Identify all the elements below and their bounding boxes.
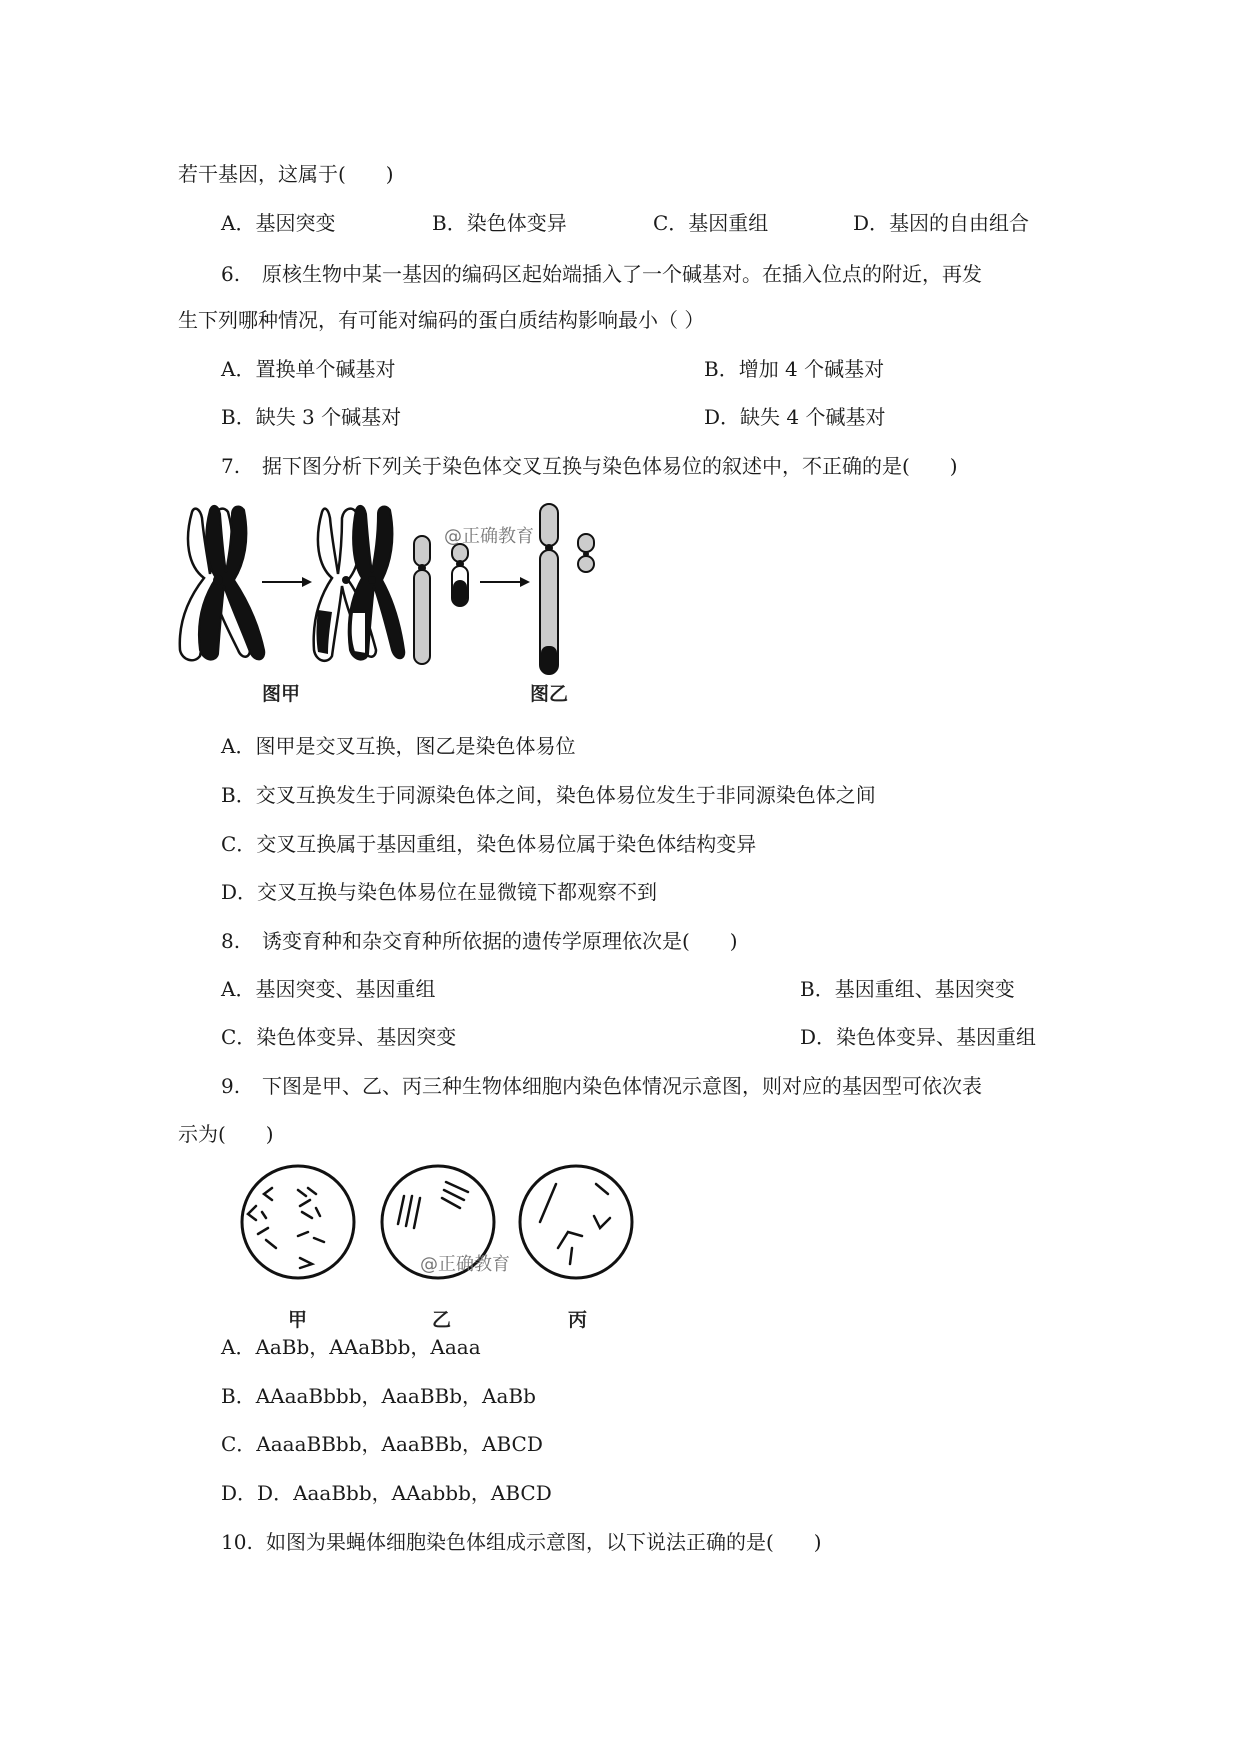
q5-option-b[interactable]: B．染色体变异 [432, 211, 567, 235]
q8-option-a[interactable]: A．基因突变、基因重组 [221, 977, 436, 1001]
q9-option-b[interactable]: B．AAaaBbbb，AaaBBb，AaBb [221, 1384, 536, 1408]
arrow-jia [262, 577, 312, 587]
arrow-yi [480, 577, 530, 587]
q8-number: 8. [221, 929, 241, 953]
q7-option-c[interactable]: C．交叉互换属于基因重组，染色体易位属于染色体结构变异 [221, 832, 757, 856]
q9-option-c[interactable]: C．AaaaBBbb，AaaBBb，ABCD [221, 1432, 543, 1456]
figure-yi-after [540, 504, 594, 674]
q6-option-c[interactable]: B．缺失 3 个碱基对 [221, 405, 402, 429]
q6-option-a[interactable]: A．置换单个碱基对 [221, 357, 396, 381]
q5-option-c[interactable]: C．基因重组 [653, 211, 769, 235]
q5-option-d[interactable]: D．基因的自由组合 [853, 211, 1030, 235]
q9-option-d[interactable]: D．D．AaaBbb，AAabbb，ABCD [221, 1481, 552, 1505]
q7-watermark: @正确教育 [444, 526, 534, 547]
q7-option-b[interactable]: B．交叉互换发生于同源染色体之间，染色体易位发生于非同源染色体之间 [221, 783, 876, 807]
q6-stem-line1: 原核生物中某一基因的编码区起始端插入了一个碱基对。在插入位点的附近，再发 [262, 262, 982, 286]
q9-option-a[interactable]: A．AaBb，AAaBbb，Aaaa [221, 1335, 481, 1359]
figure-yi-before [414, 536, 468, 664]
q7-option-d[interactable]: D．交叉互换与染色体易位在显微镜下都观察不到 [221, 880, 658, 904]
q6-stem-line2: 生下列哪种情况，有可能对编码的蛋白质结构影响最小（ ） [178, 308, 705, 332]
q8-option-c[interactable]: C．染色体变异、基因突变 [221, 1025, 457, 1049]
q10-number: 10. [221, 1530, 253, 1554]
q10-stem: 如图为果蝇体细胞染色体组成示意图，以下说法正确的是( ) [266, 1530, 822, 1554]
q6-number: 6. [221, 262, 241, 286]
label-jia: 甲 [288, 1309, 308, 1331]
cell-jia [242, 1166, 354, 1278]
q7-figure [170, 500, 670, 710]
fig-yi-caption: 图乙 [530, 683, 569, 705]
q9-number: 9. [221, 1074, 241, 1098]
figure-jia-after [314, 506, 405, 661]
q9-watermark: @正确教育 [420, 1254, 510, 1275]
q7-number: 7. [221, 454, 241, 478]
q8-option-d[interactable]: D．染色体变异、基因重组 [800, 1025, 1037, 1049]
q6-option-d[interactable]: D．缺失 4 个碱基对 [704, 405, 886, 429]
q9-stem-line1: 下图是甲、乙、丙三种生物体细胞内染色体情况示意图，则对应的基因型可依次表 [262, 1074, 982, 1098]
q8-option-b[interactable]: B．基因重组、基因突变 [800, 977, 1015, 1001]
q6-option-b[interactable]: B．增加 4 个碱基对 [704, 357, 885, 381]
q5-option-a[interactable]: A．基因突变 [221, 211, 336, 235]
q7-stem: 据下图分析下列关于染色体交叉互换与染色体易位的叙述中，不正确的是( ) [262, 454, 958, 478]
q5-stem-continuation: 若干基因，这属于( ) [178, 162, 394, 186]
fig-jia-caption: 图甲 [262, 683, 301, 705]
figure-jia-before [180, 506, 264, 660]
q9-figure [238, 1160, 658, 1330]
q9-stem-line2: 示为( ) [178, 1122, 274, 1146]
label-bing: 丙 [568, 1309, 588, 1331]
label-yi: 乙 [432, 1309, 452, 1331]
q8-stem: 诱变育种和杂交育种所依据的遗传学原理依次是( ) [262, 929, 738, 953]
q7-option-a[interactable]: A．图甲是交叉互换，图乙是染色体易位 [221, 734, 576, 758]
cell-bing [520, 1166, 632, 1278]
